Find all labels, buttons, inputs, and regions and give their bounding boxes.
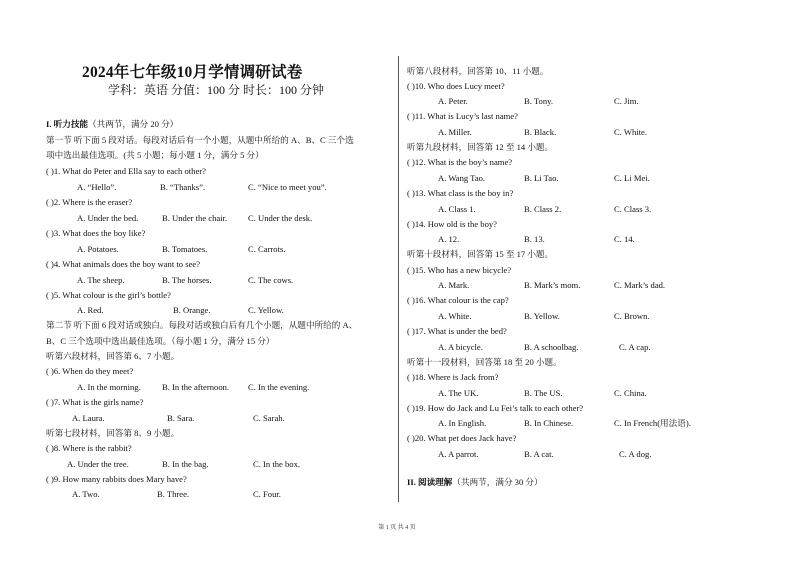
q17-option-a: A. A bicycle.: [438, 342, 483, 352]
q8-option-c: C. In the box.: [253, 459, 301, 469]
q13-option-a: A. Class 1.: [438, 204, 476, 214]
q4-option-c: C. The cows.: [248, 275, 294, 285]
question-16: ( )16. What colour is the cap?: [407, 295, 509, 305]
part1-instruction-line1: 第一节 听下面 5 段对话。每段对话后有一个小题，从题中所给的 A、B、C 三个选: [46, 135, 354, 145]
q1-option-b: B. “Thanks”.: [160, 182, 206, 192]
part2-instruction-line1: 第二节 听下面 6 段对话或独白。每段对话或独白后有几个小题，从题中所给的 A、: [46, 320, 358, 330]
question-7: ( )7. What is the girls name?: [46, 397, 144, 407]
q17-option-c: C. A cap.: [619, 342, 651, 352]
question-8: ( )8. Where is the rabbit?: [46, 443, 132, 453]
q6-option-b: B. In the afternoon.: [162, 382, 230, 392]
question-3: ( )3. What does the boy like?: [46, 228, 146, 238]
exam-title: 2024年七年级10月学情调研试卷: [82, 64, 303, 81]
q7-option-b: B. Sara.: [167, 413, 195, 423]
q1-option-a: A. “Hello”.: [77, 182, 117, 192]
q18-option-b: B. The US.: [524, 388, 563, 398]
question-15: ( )15. Who has a new bicycle?: [407, 265, 512, 275]
section1-heading: [46, 119, 178, 130]
q16-option-c: C. Brown.: [614, 311, 650, 321]
page-footer: 第 1 页 共 4 页: [378, 525, 416, 531]
q3-option-a: A. Potatoes.: [77, 244, 119, 254]
q19-option-c: C. In French(用法语).: [614, 418, 691, 428]
q7-option-c: C. Sarah.: [253, 413, 285, 423]
section2-heading-bold: II. 阅读理解: [407, 477, 453, 487]
q2-option-a: A. Under the bed.: [77, 213, 139, 223]
q10-option-b: B. Tony.: [524, 96, 554, 106]
q19-option-a: A. In English.: [438, 418, 487, 428]
q20-option-a: A. A parrot.: [438, 449, 479, 459]
q8-option-a: A. Under the tree.: [67, 459, 129, 469]
q8-option-b: B. In the bag.: [162, 459, 209, 469]
question-6: ( )6. When do they meet?: [46, 366, 134, 376]
question-13: ( )13. What class is the boy in?: [407, 188, 514, 198]
q15-option-c: C. Mark’s dad.: [614, 280, 666, 290]
q6-option-c: C. In the evening.: [248, 382, 310, 392]
q12-option-a: A. Wang Tao.: [438, 173, 486, 183]
q18-option-a: A. The UK.: [438, 388, 479, 398]
question-11: ( )11. What is Lucy’s last name?: [407, 111, 518, 121]
question-20: ( )20. What pet does Jack have?: [407, 433, 517, 443]
q11-option-c: C. White.: [614, 127, 648, 137]
q6-option-a: A. In the morning.: [77, 382, 141, 392]
q9-option-a: A. Two.: [72, 489, 100, 499]
question-14: ( )14. How old is the boy?: [407, 219, 497, 229]
q20-option-b: B. A cat.: [524, 449, 554, 459]
q15-option-a: A. Mark.: [438, 280, 470, 290]
q16-option-b: B. Yellow.: [524, 311, 560, 321]
q19-option-b: B. In Chinese.: [524, 418, 574, 428]
part2-instruction-line2: B、C 三个选项中选出最佳选项。（每小题 1 分，满分 15 分）: [46, 336, 275, 346]
material-7-instruction: 听第七段材料，回答第 8、9 小题。: [46, 428, 180, 438]
q14-option-a: A. 12.: [438, 234, 460, 244]
exam-subtitle: 学科：英语 分值：100 分 时长：100 分钟: [108, 83, 325, 97]
question-4: ( )4. What animals does the boy want to see?: [46, 259, 201, 269]
section2-heading-rest: （共两节，满分 30 分）: [452, 477, 543, 487]
q1-option-c: C. “Nice to meet you”.: [248, 182, 327, 192]
q9-option-c: C. Four.: [253, 489, 281, 499]
q20-option-c: C. A dog.: [619, 449, 652, 459]
q3-option-c: C. Carrots.: [248, 244, 286, 254]
question-19: ( )19. How do Jack and Lu Fei’s talk to each other?: [407, 403, 584, 413]
q2-option-b: B. Under the chair.: [162, 213, 228, 223]
q10-option-a: A. Peter.: [438, 96, 468, 106]
section1-heading-bold: I. 听力技能: [46, 119, 89, 129]
q18-option-c: C. China.: [614, 388, 647, 398]
q15-option-b: B. Mark’s mom.: [524, 280, 581, 290]
material-6-instruction: 听第六段材料，回答第 6、7 小题。: [46, 351, 180, 361]
q9-option-b: B. Three.: [157, 489, 190, 499]
q17-option-b: B. A schoolbag.: [524, 342, 579, 352]
q5-option-b: B. Orange.: [173, 305, 211, 315]
q14-option-b: B. 13.: [524, 234, 545, 244]
q5-option-c: C. Yellow.: [248, 305, 284, 315]
q4-option-a: A. The sheep.: [77, 275, 125, 285]
section1-heading-rest: （共两节，满分 20 分）: [88, 119, 179, 129]
material-11-instruction: 听第十一段材料，回答第 18 至 20 小题。: [407, 357, 562, 367]
material-10-instruction: 听第十段材料，回答第 15 至 17 小题。: [407, 249, 554, 259]
question-17: ( )17. What is under the bed?: [407, 326, 507, 336]
q2-option-c: C. Under the desk.: [248, 213, 313, 223]
q4-option-b: B. The horses.: [162, 275, 212, 285]
q11-option-a: A. Miller.: [438, 127, 472, 137]
question-12: ( )12. What is the boy’s name?: [407, 157, 513, 167]
q7-option-a: A. Laura.: [72, 413, 105, 423]
section2-heading: [407, 477, 543, 488]
q12-option-c: C. Li Mei.: [614, 173, 650, 183]
q14-option-c: C. 14.: [614, 234, 635, 244]
question-5: ( )5. What colour is the girl’s bottle?: [46, 290, 171, 300]
column-divider: [398, 56, 399, 502]
q13-option-c: C. Class 3.: [614, 204, 652, 214]
q16-option-a: A. White.: [438, 311, 472, 321]
q11-option-b: B. Black.: [524, 127, 557, 137]
q13-option-b: B. Class 2.: [524, 204, 562, 214]
question-2: ( )2. Where is the eraser?: [46, 197, 133, 207]
q5-option-a: A. Red.: [77, 305, 104, 315]
q12-option-b: B. Li Tao.: [524, 173, 559, 183]
question-1: ( )1. What do Peter and Ella say to each other?: [46, 166, 206, 176]
material-8-instruction: 听第八段材料，回答第 10、11 小题。: [407, 66, 549, 76]
question-18: ( )18. Where is Jack from?: [407, 372, 499, 382]
q10-option-c: C. Jim.: [614, 96, 639, 106]
material-9-instruction: 听第九段材料，回答第 12 至 14 小题。: [407, 142, 554, 152]
q3-option-b: B. Tomatoes.: [162, 244, 208, 254]
question-10: ( )10. Who does Lucy meet?: [407, 81, 505, 91]
question-9: ( )9. How many rabbits does Mary have?: [46, 474, 187, 484]
part1-instruction-line2: 项中选出最佳选项。(共 5 小题；每小题 1 分，满分 5 分）: [46, 150, 264, 160]
